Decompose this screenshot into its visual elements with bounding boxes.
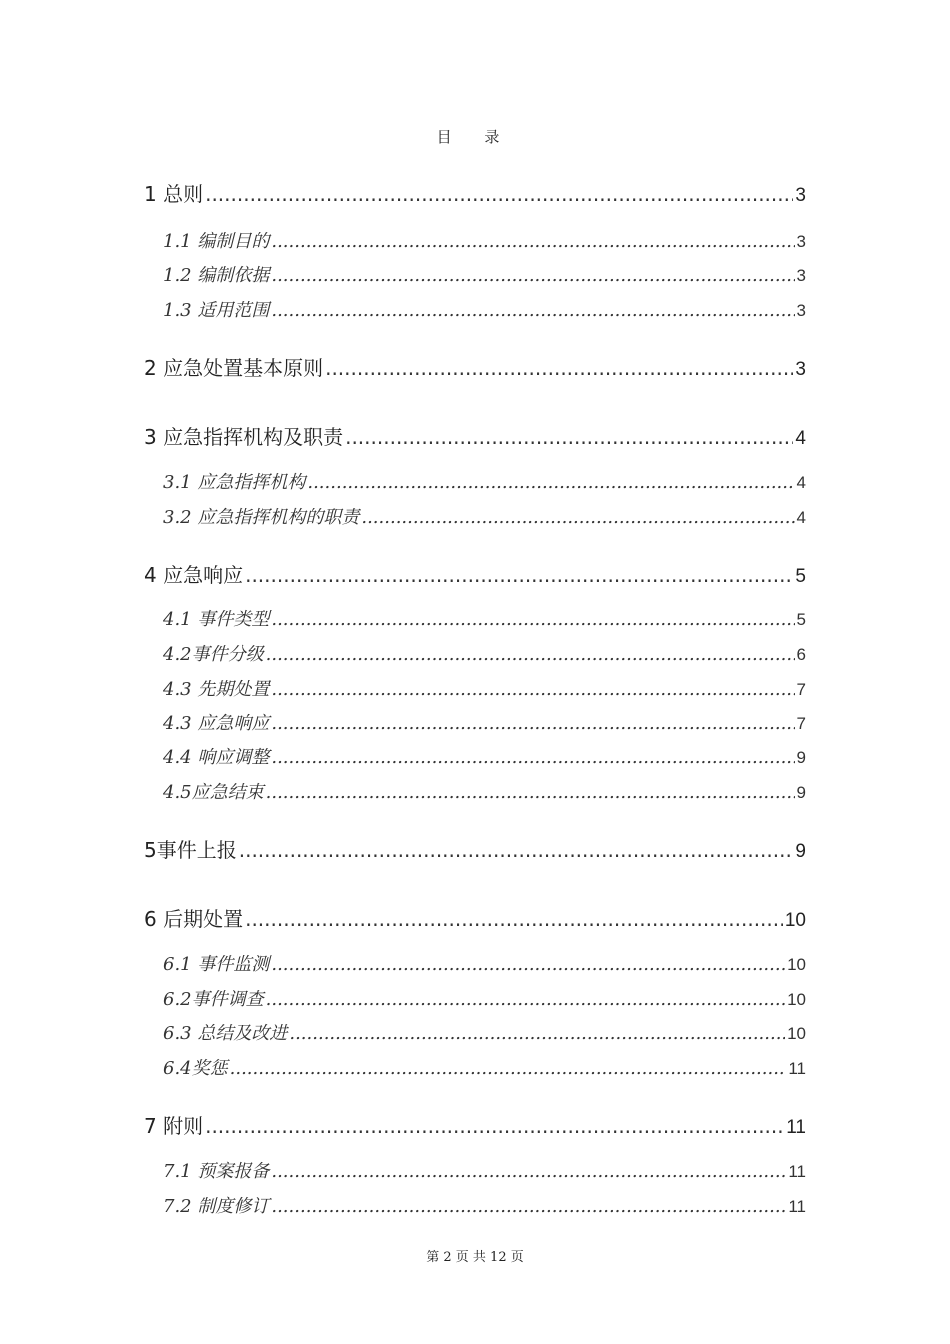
toc-label: 4.3 应急响应 (163, 713, 270, 734)
toc-leader-dots (245, 907, 783, 931)
toc-page-number: 5 (795, 566, 806, 587)
toc-label: 6.3 总结及改进 (163, 1023, 288, 1044)
toc-chapter[interactable] (144, 834, 806, 863)
toc-chapter[interactable] (144, 421, 806, 450)
page-title: 目 录 (436, 128, 514, 146)
toc-page-number: 4 (795, 428, 806, 449)
toc-label: 4 应急响应 (144, 563, 244, 587)
toc-label: 6 后期处置 (144, 907, 244, 931)
toc-label: 4.5应急结束 (163, 782, 264, 803)
toc-label: 3.2 应急指挥机构的职责 (163, 507, 360, 528)
toc-label: 6.4奖惩 (163, 1058, 228, 1079)
toc-chapter[interactable] (144, 903, 806, 932)
toc-leader-dots (266, 782, 795, 803)
toc-leader-dots (266, 989, 785, 1010)
toc-page-number: 7 (796, 714, 806, 733)
toc-leader-dots (271, 679, 794, 700)
toc-leader-dots (271, 713, 794, 734)
toc-label: 1.2 编制依据 (163, 265, 270, 286)
toc-label: 1.3 适用范围 (163, 300, 270, 321)
toc-label: 6.2事件调查 (163, 989, 264, 1010)
toc-page-number: 10 (784, 910, 806, 931)
toc-page-number: 10 (787, 990, 806, 1009)
toc-page-number: 5 (796, 610, 806, 629)
toc-leader-dots (307, 472, 794, 493)
toc-leader-dots (230, 1058, 787, 1079)
toc-page-number: 3 (796, 232, 806, 251)
toc-page-number: 9 (796, 748, 806, 767)
toc-label: 3 应急指挥机构及职责 (144, 425, 344, 449)
toc-page-number: 11 (788, 1059, 806, 1078)
toc-label: 4.4 响应调整 (163, 747, 270, 768)
toc-leader-dots (271, 609, 794, 630)
toc-page-number: 7 (796, 680, 806, 699)
toc-page-number: 11 (788, 1197, 806, 1216)
toc-page-number: 10 (787, 1024, 806, 1043)
toc-page-number: 11 (786, 1117, 806, 1138)
toc-chapter[interactable] (144, 559, 806, 588)
toc-section[interactable] (144, 778, 806, 804)
toc-section[interactable] (144, 605, 806, 631)
toc-label: 3.1 应急指挥机构 (163, 472, 306, 493)
toc-label: 7.1 预案报备 (163, 1161, 270, 1182)
toc-section[interactable] (144, 743, 806, 769)
toc-section[interactable] (144, 640, 806, 666)
toc-page-number: 3 (795, 359, 806, 380)
toc-label: 6.1 事件监测 (163, 954, 270, 975)
toc-leader-dots (239, 838, 794, 862)
toc-label: 7 附则 (144, 1114, 204, 1138)
toc-leader-dots (271, 265, 794, 286)
toc-label: 1 总则 (144, 182, 204, 206)
toc-leader-dots (245, 563, 793, 587)
toc-section[interactable] (144, 296, 806, 322)
toc-leader-dots (271, 954, 785, 975)
toc-label: 7.2 制度修订 (163, 1196, 270, 1217)
toc-label: 4.2事件分级 (163, 644, 264, 665)
toc-leader-dots (361, 507, 794, 528)
toc-leader-dots (345, 425, 793, 449)
toc-page-number: 11 (788, 1162, 806, 1181)
toc-chapter[interactable] (144, 178, 806, 207)
toc-label: 4.3 先期处置 (163, 679, 270, 700)
toc-page-number: 3 (796, 266, 806, 285)
toc-section[interactable] (144, 503, 806, 529)
toc-leader-dots (271, 1196, 786, 1217)
toc-page-number: 10 (787, 955, 806, 974)
toc-section[interactable] (144, 1157, 806, 1183)
toc-leader-dots (205, 1114, 784, 1138)
toc-leader-dots (266, 644, 795, 665)
toc-page-number: 6 (796, 645, 806, 664)
page-footer: 第 2 页 共 12 页 (426, 1250, 524, 1265)
toc-label: 2 应急处置基本原则 (144, 356, 324, 380)
toc-leader-dots (205, 182, 793, 206)
toc-page-number: 4 (796, 473, 806, 492)
toc-section[interactable] (144, 675, 806, 701)
toc-section[interactable] (144, 227, 806, 253)
toc-leader-dots (271, 747, 794, 768)
toc-chapter[interactable] (144, 1110, 806, 1139)
toc-section[interactable] (144, 261, 806, 287)
toc-chapter[interactable] (144, 352, 806, 381)
toc-leader-dots (289, 1023, 785, 1044)
toc-section[interactable] (144, 1054, 806, 1080)
toc-leader-dots (271, 1161, 786, 1182)
toc-section[interactable] (144, 950, 806, 976)
toc-leader-dots (271, 300, 794, 321)
toc-section[interactable] (144, 1192, 806, 1218)
toc-page-number: 3 (795, 185, 806, 206)
toc-label: 4.1 事件类型 (163, 609, 270, 630)
toc-label: 1.1 编制目的 (163, 231, 270, 252)
toc-page-number: 4 (796, 508, 806, 527)
toc-page-number: 9 (796, 783, 806, 802)
toc-section[interactable] (144, 468, 806, 494)
toc-section[interactable] (144, 709, 806, 735)
toc-section[interactable] (144, 985, 806, 1011)
toc-page-number: 9 (795, 841, 806, 862)
toc-leader-dots (271, 231, 794, 252)
toc-leader-dots (325, 356, 793, 380)
toc-label: 5事件上报 (144, 838, 237, 862)
toc-page-number: 3 (796, 301, 806, 320)
toc-section[interactable] (144, 1019, 806, 1045)
